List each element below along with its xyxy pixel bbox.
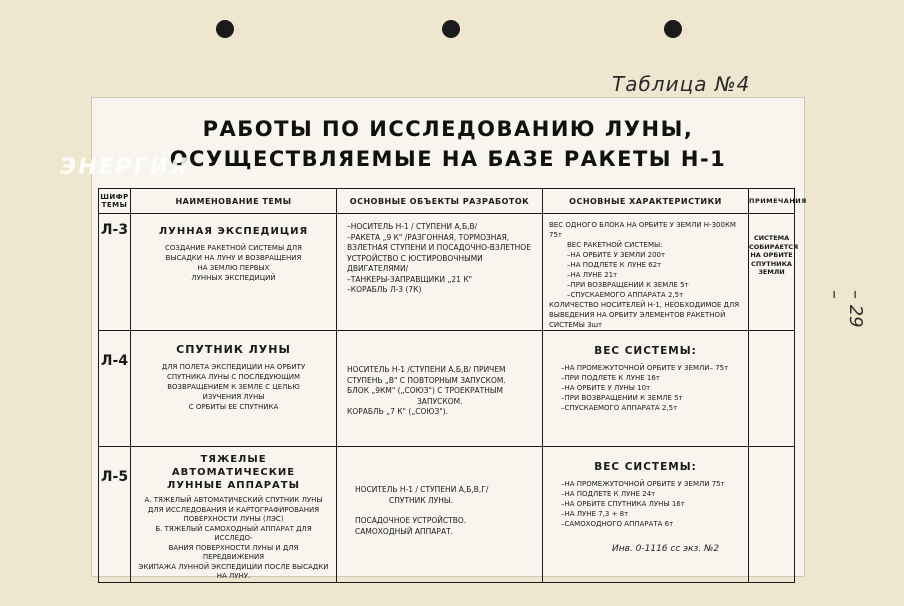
row-characteristics-cell [543,447,749,583]
page-title [92,114,804,174]
page-number: – 29 – [824,290,866,328]
row-characteristics-list: –НА ПРОМЕЖУТОЧНОЙ ОРБИТЕ У ЗЕМЛИ– 75т –ПРИ ПОДЛЕТЕ К ЛУНЕ 16т –НА ОРБИТЕ У ЛУНЫ 10т –ПРИ ВОЗВРАЩЕНИИ К ЗЕМЛЕ 5т –СПУСКАЕМОГО АППАРАТА 2,5т [561,364,729,412]
row-objects-list: –НОСИТЕЛЬ Н-1 / СТУПЕНИ А,Б,В/ –РАКЕТА „9 К" /РАЗГОННАЯ, ТОРМОЗНАЯ, ВЗЛЕТНАЯ СТУПЕНИ И ПОСАДОЧНО-ВЗЛЕТНОЕ УСТРОЙСТВО С ЮСТИРОВОЧНЫМИ ДВИГАТЕЛЯМИ/ –ТАНКЕРЫ-ЗАПРАВЩИКИ „21 К" –КОРАБЛЬ Л-3 (7К) [347,222,531,294]
row-code: Л-3 [99,214,131,331]
row-characteristics-cell [543,214,749,331]
row-note-cell [749,214,799,331]
row-name-title: ТЯЖЕЛЫЕ АВТОМАТИЧЕСКИЕ ЛУННЫЕ АППАРАТЫ [167,454,300,491]
row-name-description: А. ТЯЖЕЛЫЙ АВТОМАТИЧЕСКИЙ СПУТНИК ЛУНЫ ДЛЯ ИССЛЕДОВАНИЯ И КАРТОГРАФИРОВАНИЯ ПОВЕРХНОСТИ ЛУНЫ (ЛЭС) Б. ТЯЖЕЛЫЙ САМОХОДНЫЙ АППАРАТ ДЛЯ ИССЛЕДО- ВАНИЯ ПОВЕРХНОСТИ ЛУНЫ И ДЛЯ ПЕРЕДВИЖЕНИЯ ЭКИПАЖА ЛУННОЙ ЭКСПЕДИЦИИ ПОСЛЕ ВЫСАДКИ НА ЛУНУ. [138,496,329,580]
row-name-title: СПУТНИК ЛУНЫ [176,343,291,356]
row-name-cell [131,447,337,583]
row-name-cell [131,214,337,331]
row-name-description: СОЗДАНИЕ РАКЕТНОЙ СИСТЕМЫ ДЛЯ ВЫСАДКИ НА ЛУНУ И ВОЗВРАЩЕНИЯ НА ЗЕМЛЮ ПЕРВЫХ ЛУННЫХ ЭКСПЕДИЦИЙ [165,244,302,282]
watermark-logo: ЭНЕРГИЯ [60,155,190,180]
table-header-row [99,189,795,214]
row-objects-cell [337,331,543,447]
header-code: ШИФР ТЕМЫ [99,189,131,214]
table-number-label: Таблица №4 [612,72,751,96]
row-objects-cell [337,447,543,583]
row-name-title: ЛУННАЯ ЭКСПЕДИЦИЯ [158,226,309,237]
title-line-2: ОСУЩЕСТВЛЯЕМЫЕ НА БАЗЕ РАКЕТЫ Н-1 [169,147,727,171]
row-note: СИСТЕМА СОБИРАЕТСЯ НА ОРБИТЕ СПУТНИКА ЗЕМЛИ [749,234,799,276]
table-row [99,214,795,331]
row-objects-list: НОСИТЕЛЬ Н-1 /СТУПЕНИ А,Б,В/ ПРИЧЕМ СТУПЕНЬ „В" С ПОВТОРНЫМ ЗАПУСКОМ. БЛОК „9КМ" („СОЮЗ") С ТРОЕКРАТНЫМ ЗАПУСКОМ. КОРАБЛЬ „7 К" („СОЮЗ"). [347,365,506,416]
row-objects-list: НОСИТЕЛЬ Н-1 / СТУПЕНИ А,Б,В,Г/ СПУТНИК ЛУНЫ. ПОСАДОЧНОЕ УСТРОЙСТВО. САМОХОДНЫЙ АППАРАТ. [355,485,489,536]
moon-works-table [98,188,807,583]
row-name-description: ДЛЯ ПОЛЕТА ЭКСПЕДИЦИИ НА ОРБИТУ СПУТНИКА ЛУНЫ С ПОСЛЕДУЮЩИМ ВОЗВРАЩЕНИЕМ К ЗЕМЛЕ С ЦЕЛЬЮ ИЗУЧЕНИЯ ЛУНЫ С ОРБИТЫ ЕЕ СПУТНИКА [161,363,306,411]
row-characteristics-list: ВЕС ОДНОГО БЛОКА НА ОРБИТЕ У ЗЕМЛИ Н-300КМ 75т ВЕС РАКЕТНОЙ СИСТЕМЫ: –НА ОРБИТЕ У ЗЕМЛИ 200т –НА ПОДЛЕТЕ К ЛУНЕ 62т –НА ЛУНЕ 21т –ПРИ ВОЗВРАЩЕНИИ К ЗЕМЛЕ 5т –СПУСКАЕМОГО АППАРАТА 2,5т КОЛИЧЕСТВО НОСИТЕЛЕЙ Н-1, НЕОБХОДИМОЕ ДЛЯ ВЫВЕДЕНИЯ НА ОРБИТУ ЭЛЕМЕНТОВ РАКЕТНОЙ СИСТЕМЫ 3шт [549,221,740,329]
header-characteristics: ОСНОВНЫЕ ХАРАКТЕРИСТИКИ [543,189,749,214]
row-characteristics-list: –НА ПРОМЕЖУТОЧНОЙ ОРБИТЕ У ЗЕМЛИ 75т –НА ПОДЛЕТЕ К ЛУНЕ 24т –НА ОРБИТЕ СПУТНИКА ЛУНЫ 16т –НА ЛУНЕ 7,3 + 8т –САМОХОДНОГО АППАРАТА 6т [561,480,725,528]
punch-hole-center [442,20,460,38]
row-code: Л-5 [99,447,131,583]
row-system-weight-heading: ВЕС СИСТЕМЫ: [594,461,697,473]
row-note-cell [749,447,795,583]
punch-hole-right [664,20,682,38]
header-objects: ОСНОВНЫЕ ОБЪЕКТЫ РАЗРАБОТОК [337,189,543,214]
row-note-cell [749,331,795,447]
row-system-weight-heading: ВЕС СИСТЕМЫ: [594,345,697,357]
row-characteristics-cell [543,331,749,447]
header-notes: ПРИМЕЧАНИЯ [749,189,795,214]
row-name-cell [131,331,337,447]
table-row [99,331,795,447]
table-row [99,447,795,583]
header-name: НАИМЕНОВАНИЕ ТЕМЫ [131,189,337,214]
inventory-signature: Инв. 0-1116 сс экз. №2 [612,544,720,554]
row-objects-cell [337,214,543,331]
row-code: Л-4 [99,331,131,447]
title-line-1: РАБОТЫ ПО ИССЛЕДОВАНИЮ ЛУНЫ, [202,117,694,141]
punch-hole-left [216,20,234,38]
